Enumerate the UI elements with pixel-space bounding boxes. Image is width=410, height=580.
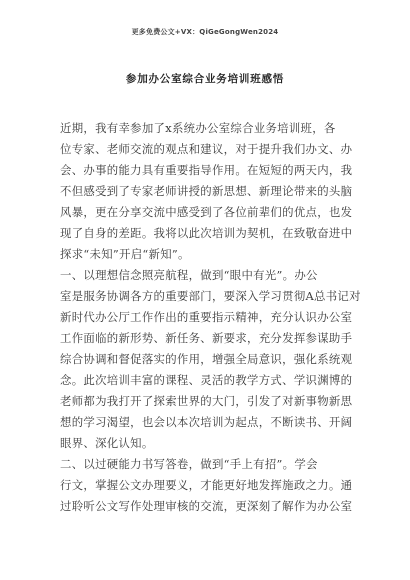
body-line: 工作面临的新形势、新任务、新要求，充分发挥参谋助手 [60, 331, 353, 345]
body-line: 念。此次培训丰富的课程、灵活的教学方式、学识渊博的 [60, 373, 353, 387]
body-line: 老师都为我打开了探索世界的大门，引发了对新事物新思 [60, 394, 353, 408]
body-line: 眼界、深化认知。 [60, 436, 154, 450]
body-line: 过聆听公文写作处理审核的交流，更深刻了解作为办公室 [60, 499, 353, 513]
body-line: 综合协调和督促落实的作用，增强全局意识，强化系统观 [60, 352, 353, 366]
body-line: 室是服务协调各方的重要部门，要深入学习贯彻A总书记对 [60, 289, 361, 303]
body-line: 二、以过硬能力书写答卷，做到“手上有招”。学会 [60, 457, 318, 471]
header-note: 更多免费公文+VX：QiGeGongWen2024 [131, 28, 279, 36]
body-line: 风暴，更在分享交流中感受到了各位前辈们的优点，也发 [60, 205, 353, 219]
body-line: 近期，我有幸参加了x系统办公室综合业务培训班，各 [60, 121, 336, 135]
body-line: 位专家、老师交流的观点和建议，对于提升我们办文、办 [60, 142, 353, 156]
body-line: 会、办事的能力具有重要指导作用。在短短的两天内，我 [60, 163, 353, 177]
body-line: 探求“未知”开启“新知”。 [60, 247, 190, 261]
body-line: 想的学习渴望，也会以本次培训为起点，不断读书、开阔 [60, 415, 353, 429]
body-line: 不但感受到了专家老师讲授的新思想、新理论带来的头脑 [60, 184, 353, 198]
body-line: 现了自身的差距。我将以此次培训为契机，在致敬奋进中 [60, 226, 353, 240]
document-body [60, 118, 361, 517]
document-title: 参加办公室综合业务培训班感悟 [125, 73, 285, 85]
body-line: 一、以理想信念照亮航程，做到“眼中有光”。办公 [60, 268, 318, 282]
body-line: 行文，掌握公文办理要义，才能更好地发挥施政之力。通 [60, 478, 353, 492]
body-line: 新时代办公厅工作作出的重要指示精神，充分认识办公室 [60, 310, 353, 324]
